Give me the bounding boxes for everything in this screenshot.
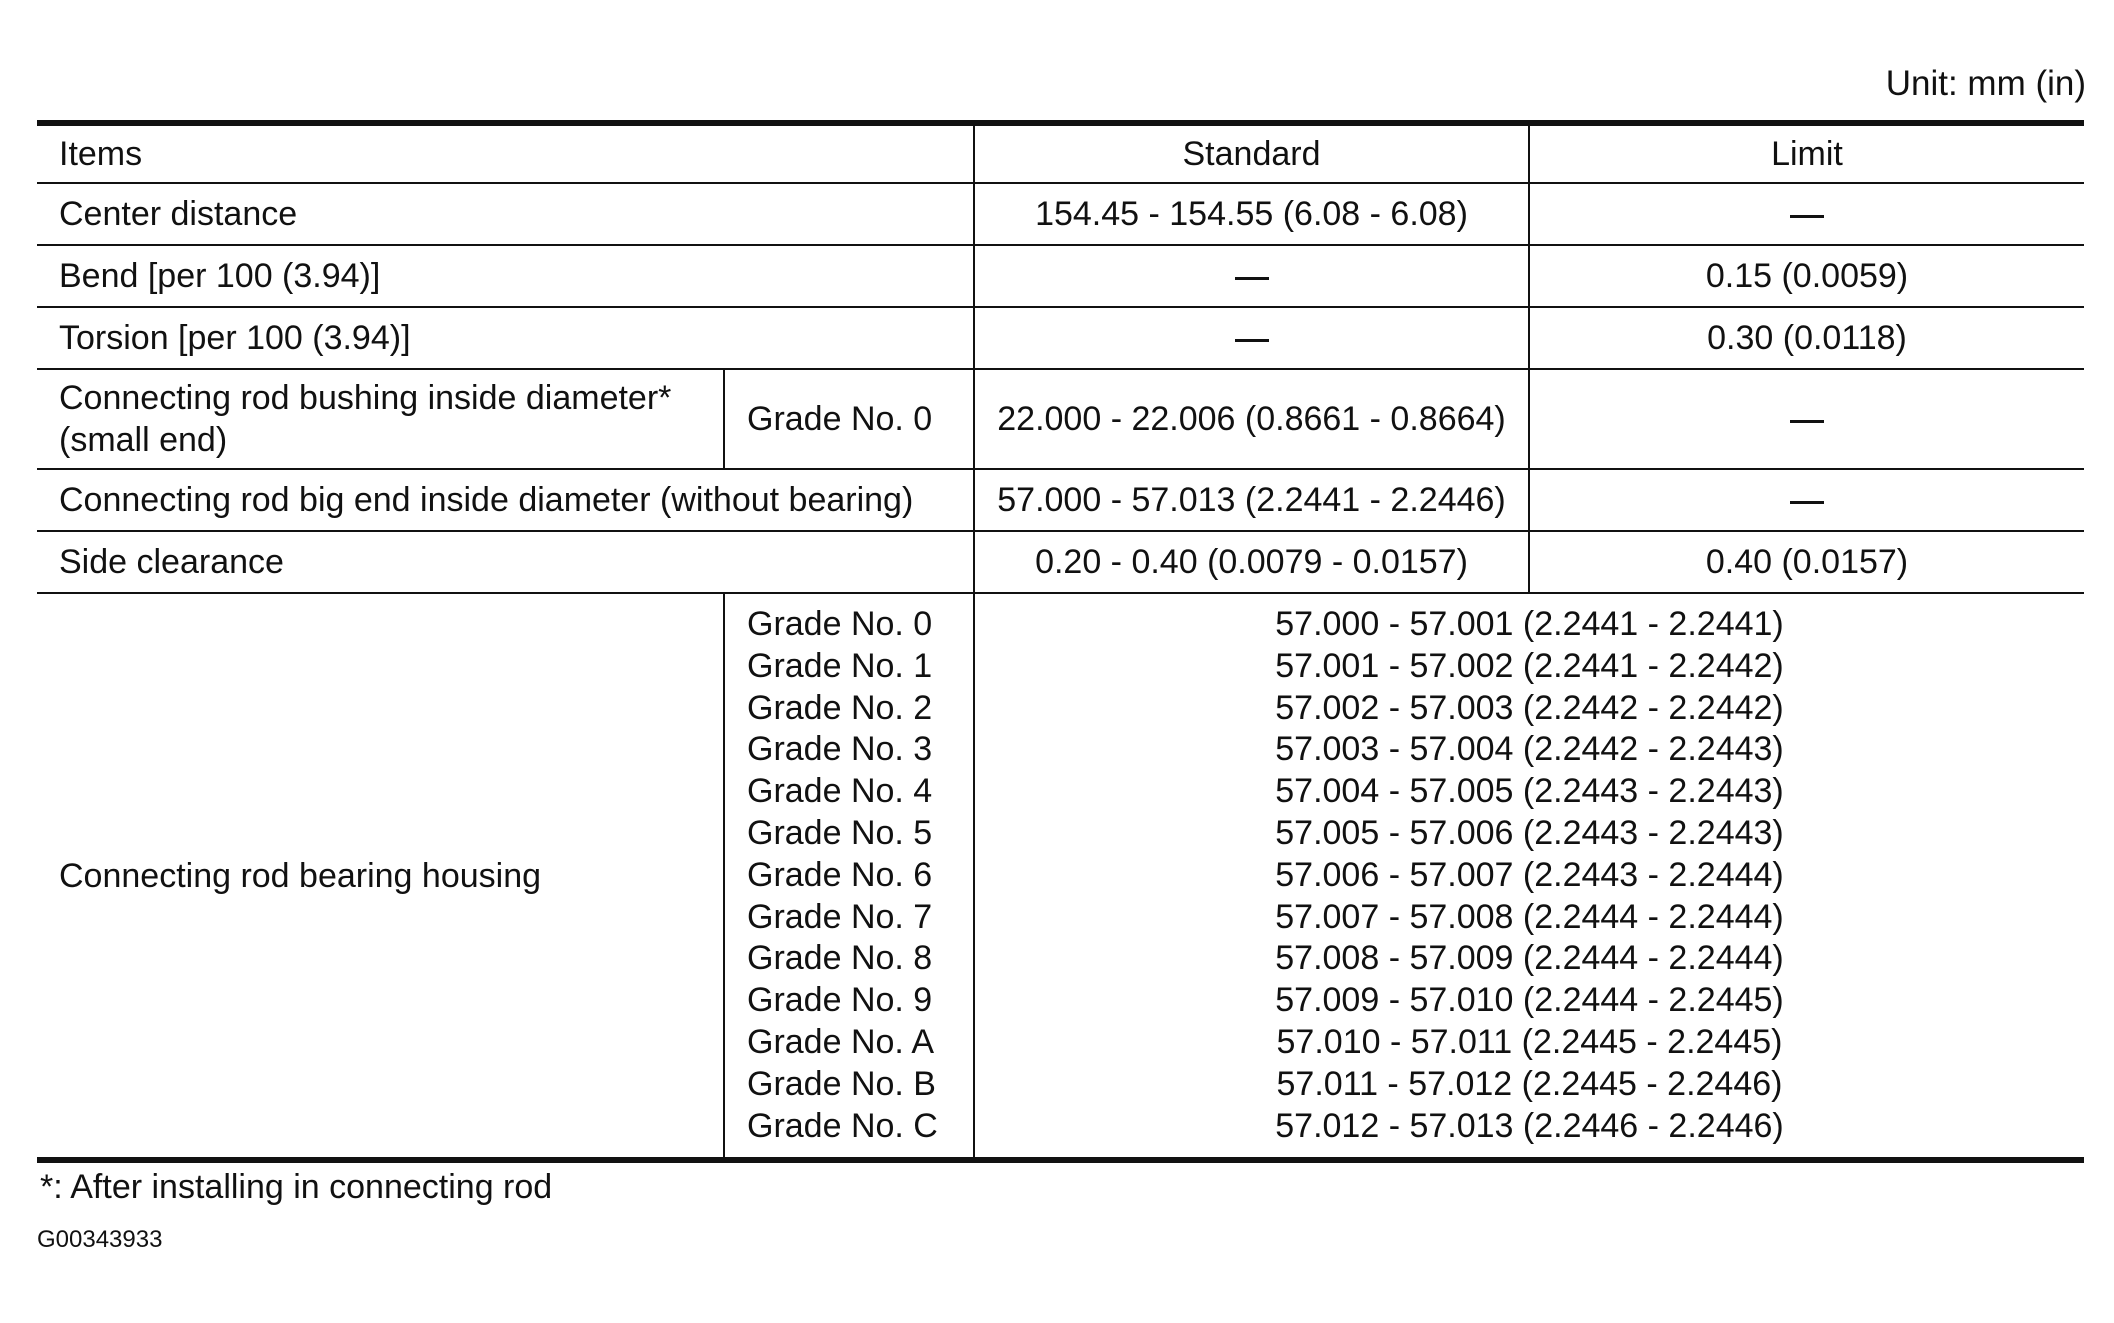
dash-mark [1790, 501, 1824, 504]
row-bushing [37, 369, 2084, 469]
dash-mark [1235, 339, 1269, 342]
limit-bushing [1529, 369, 2084, 469]
row-side-clearance [37, 531, 2084, 593]
item-bearing-housing: Connecting rod bearing housing [37, 593, 724, 1160]
grade-list [747, 594, 951, 1157]
grade-values-cell [974, 593, 2084, 1160]
figure-code: G00343933 [37, 1226, 163, 1253]
spec-table [37, 120, 2084, 1163]
grade-label: Grade No. 0 [747, 605, 933, 643]
standard-side-clearance: 0.20 - 0.40 (0.0079 - 0.0157) [974, 531, 1529, 593]
row-bearing-housing [37, 593, 2084, 1160]
grade-label: Grade No. 7 [747, 897, 933, 936]
row-bend [37, 245, 2084, 307]
grade-value: 57.008 - 57.009 (2.2444 - 2.2444) [1275, 939, 1784, 978]
item-center-distance: Center distance [37, 183, 974, 245]
item-bushing-line1: Connecting rod bushing inside diameter* [59, 379, 672, 417]
item-torsion: Torsion [per 100 (3.94)] [37, 307, 974, 369]
unit-label: Unit: mm (in) [1885, 64, 2086, 103]
grade-label: Grade No. A [747, 1022, 935, 1061]
item-big-end: Connecting rod big end inside diameter (without bearing) [37, 469, 974, 531]
dash-mark [1235, 277, 1269, 280]
standard-bushing: 22.000 - 22.006 (0.8661 - 0.8664) [974, 369, 1529, 469]
footnote: *: After installing in connecting rod [40, 1168, 553, 1206]
grade-value: 57.006 - 57.007 (2.2443 - 2.2444) [1275, 855, 1784, 894]
grade-label: Grade No. 8 [747, 939, 933, 978]
grade-value: 57.004 - 57.005 (2.2443 - 2.2443) [1275, 772, 1784, 811]
header-items: Items [37, 123, 974, 183]
limit-side-clearance: 0.40 (0.0157) [1529, 531, 2084, 593]
grade-value: 57.002 - 57.003 (2.2442 - 2.2442) [1275, 688, 1784, 727]
grade-value: 57.010 - 57.011 (2.2445 - 2.2445) [1276, 1022, 1783, 1061]
item-bushing [37, 369, 724, 469]
grade-value: 57.009 - 57.010 (2.2444 - 2.2445) [1275, 981, 1784, 1020]
grade-value: 57.000 - 57.001 (2.2441 - 2.2441) [1275, 605, 1784, 643]
standard-torsion [974, 307, 1529, 369]
grade-value: 57.001 - 57.002 (2.2441 - 2.2442) [1275, 646, 1784, 685]
header-standard: Standard [974, 123, 1529, 183]
row-center-distance [37, 183, 2084, 245]
limit-center-distance [1529, 183, 2084, 245]
header-limit: Limit [1529, 123, 2084, 183]
grade-value: 57.007 - 57.008 (2.2444 - 2.2444) [1275, 897, 1784, 936]
dash-mark [1790, 215, 1824, 218]
grade-value: 57.003 - 57.004 (2.2442 - 2.2443) [1275, 730, 1784, 769]
grade-label: Grade No. 6 [747, 855, 933, 894]
standard-center-distance: 154.45 - 154.55 (6.08 - 6.08) [974, 183, 1529, 245]
limit-bend: 0.15 (0.0059) [1529, 245, 2084, 307]
grade-label: Grade No. B [747, 1064, 936, 1103]
standard-bend [974, 245, 1529, 307]
grade-bushing: Grade No. 0 [724, 369, 974, 469]
grade-label: Grade No. 2 [747, 688, 933, 727]
grade-label: Grade No. C [747, 1106, 938, 1145]
grade-label: Grade No. 4 [747, 772, 933, 811]
item-bushing-line2: (small end) [59, 421, 228, 459]
grade-label: Grade No. 5 [747, 813, 933, 852]
grade-list-cell [724, 593, 974, 1160]
grade-label: Grade No. 1 [747, 646, 933, 685]
header-row [37, 123, 2084, 183]
grade-value: 57.005 - 57.006 (2.2443 - 2.2443) [1275, 813, 1784, 852]
item-side-clearance: Side clearance [37, 531, 974, 593]
grade-values [997, 594, 2062, 1157]
grade-label: Grade No. 3 [747, 730, 933, 769]
dash-mark [1790, 420, 1824, 423]
limit-big-end [1529, 469, 2084, 531]
row-torsion [37, 307, 2084, 369]
grade-value: 57.012 - 57.013 (2.2446 - 2.2446) [1275, 1106, 1784, 1145]
grade-label: Grade No. 9 [747, 981, 933, 1020]
row-big-end [37, 469, 2084, 531]
item-bend: Bend [per 100 (3.94)] [37, 245, 974, 307]
grade-value: 57.011 - 57.012 (2.2445 - 2.2446) [1276, 1064, 1783, 1103]
limit-torsion: 0.30 (0.0118) [1529, 307, 2084, 369]
standard-big-end: 57.000 - 57.013 (2.2441 - 2.2446) [974, 469, 1529, 531]
